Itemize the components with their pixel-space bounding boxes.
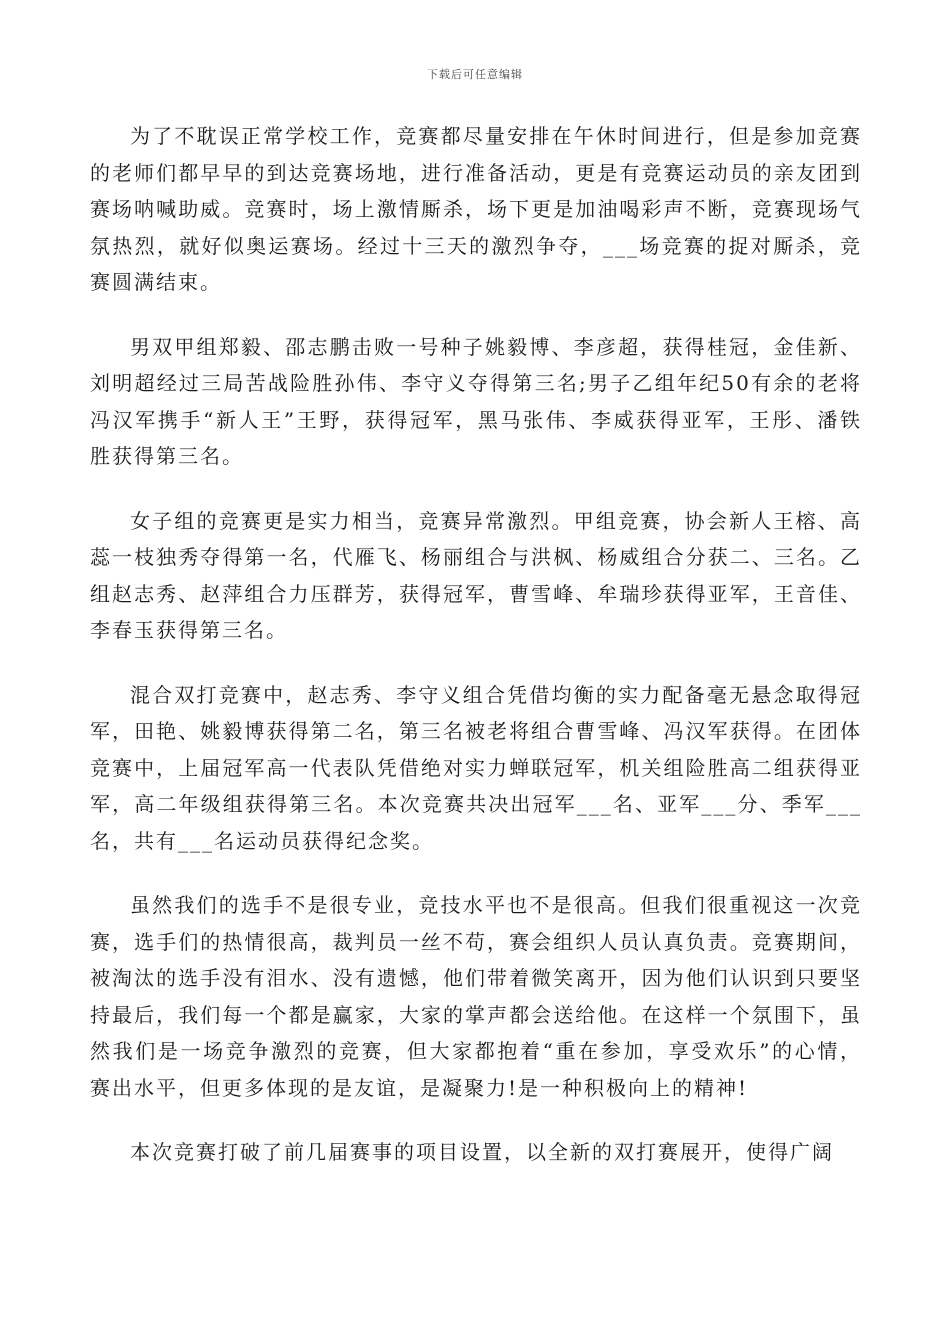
paragraph-mixed-and-team: 混合双打竞赛中，赵志秀、李守义组合凭借均衡的实力配备毫无悬念取得冠军，田艳、姚毅博获得第二名，第三名被老将组合曹雪峰、冯汉军获得。在团体竞赛中，上届冠军高一代表队凭借绝对实力蝉联冠军，机关组险胜高二组获得亚军，高二年级组获得第三名。本次竞赛共决出冠军___名、亚军___分、季军___名，共有___名运动员获得纪念奖。 (90, 682, 862, 853)
paragraph-opening: 为了不耽误正常学校工作，竞赛都尽量安排在午休时间进行，但是参加竞赛的老师们都早早的到达竞赛场地，进行准备活动，更是有竞赛运动员的亲友团到赛场呐喊助威。竞赛时，场上激情厮杀，场下更是加油喝彩声不断，竞赛现场气氛热烈，就好似奥运赛场。经过十三天的激烈争夺，___场竞赛的捉对厮杀，竞赛圆满结束。 (90, 124, 862, 294)
paragraph-womens-doubles: 女子组的竞赛更是实力相当，竞赛异常激烈。甲组竞赛，协会新人王榕、高蕊一枝独秀夺得第一名，代雁飞、杨丽组合与洪枫、杨威组合分获二、三名。乙组赵志秀、赵萍组合力压群芳，获得冠军，曹雪峰、牟瑞珍获得亚军，王音佳、李春玉获得第三名。 (90, 508, 862, 642)
paragraph-format: 本次竞赛打破了前几届赛事的项目设置，以全新的双打赛展开，使得广阔 (130, 1140, 834, 1164)
page-header: 下载后可任意编辑 (427, 68, 523, 81)
paragraph-spirit: 虽然我们的选手不是很专业，竞技水平也不是很高。但我们很重视这一次竞赛，选手们的热情很高，裁判员一丝不苟，赛会组织人员认真负责。竞赛期间，被淘汰的选手没有泪水、没有遗憾，他们带着微笑离开，因为他们认识到只要坚持最后，我们每一个都是赢家，大家的掌声都会送给他。在这样一个氛围下，虽然我们是一场竞争激烈的竞赛，但大家都抱着“重在参加，享受欢乐”的心情，赛出水平，但更多体现的是友谊，是凝聚力!是一种积极向上的精神! (90, 893, 862, 1100)
document-body (90, 118, 862, 1199)
paragraph-mens-doubles: 男双甲组郑毅、邵志鹏击败一号种子姚毅博、李彦超，获得桂冠，金佳新、刘明超经过三局苦战险胜孙伟、李守义夺得第三名;男子乙组年纪50有余的老将冯汉军携手“新人王”王野，获得冠军，黑马张伟、李威获得亚军，王彤、潘铁胜获得第三名。 (90, 334, 862, 468)
